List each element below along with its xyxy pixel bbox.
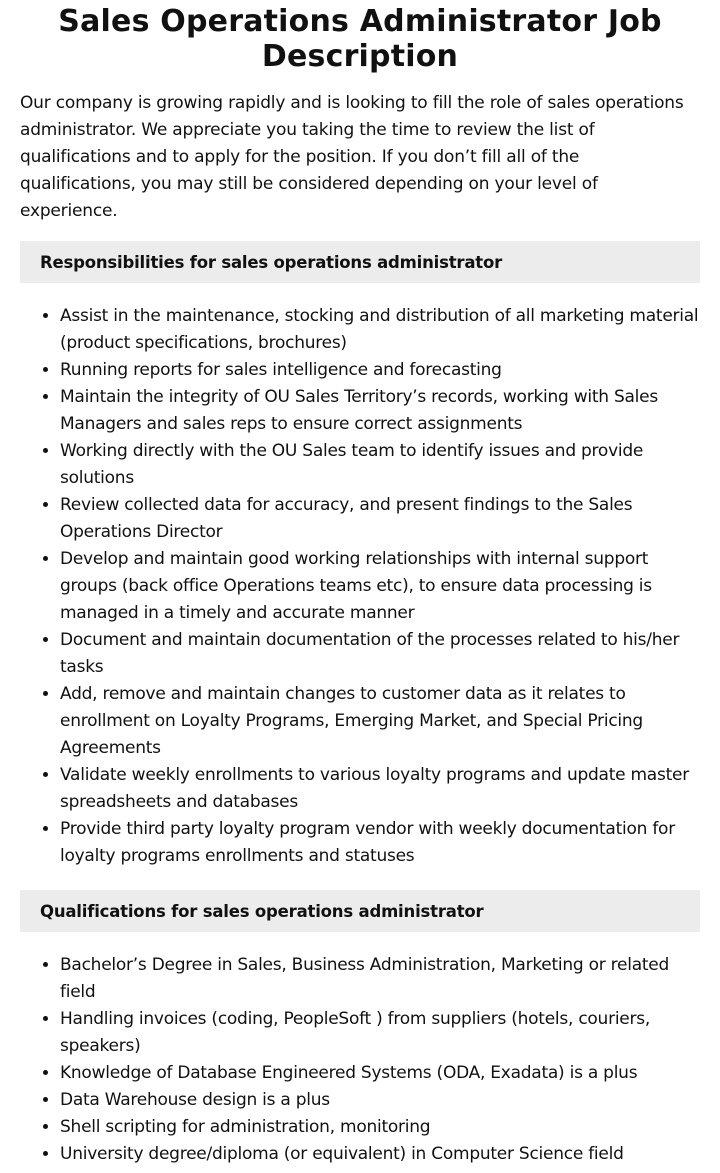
list-item: • Handling invoices (coding, PeopleSoft ) from suppliers (hotels, couriers, speakers) [60,1006,700,1060]
list-item: • Shell scripting for administration, monitoring [60,1114,700,1141]
responsibilities-heading: Responsibilities for sales operations administrator [20,241,700,283]
list-item: • Validate weekly enrollments to various loyalty programs and update master spreadsheets and databases [60,762,700,816]
list-item: • University degree/diploma (or equivalent) in Computer Science field [60,1141,700,1168]
list-item: • Assist in the maintenance, stocking and distribution of all marketing material (product specifications, brochures) [60,303,700,357]
list-item: • Document and maintain documentation of the processes related to his/her tasks [60,627,700,681]
list-item: • Review collected data for accuracy, and present findings to the Sales Operations Director [60,492,700,546]
list-item: • Bachelor’s Degree in Sales, Business Administration, Marketing or related field [60,952,700,1006]
qualifications-list [20,952,700,1168]
list-item: • Provide third party loyalty program vendor with weekly documentation for loyalty programs enrollments and statuses [60,816,700,870]
page-title: Sales Operations Administrator Job Description [58,4,662,74]
list-item: • Running reports for sales intelligence and forecasting [60,357,700,384]
list-item: • Working directly with the OU Sales team to identify issues and provide solutions [60,438,700,492]
qualifications-heading: Qualifications for sales operations administrator [20,890,700,932]
list-item: • Knowledge of Database Engineered Systems (ODA, Exadata) is a plus [60,1060,700,1087]
intro-paragraph: Our company is growing rapidly and is looking to fill the role of sales operations administrator. We appreciate you taking the time to review the list of qualifications and to apply for the position. If you don’t fill all of the qualifications, you may still be considered depending on your level of experience. [20,93,684,221]
list-item: • Develop and maintain good working relationships with internal support groups (back office Operations teams etc), to ensure data processing is managed in a timely and accurate manner [60,546,700,627]
list-item: • Add, remove and maintain changes to customer data as it relates to enrollment on Loyalty Programs, Emerging Market, and Special Pricing Agreements [60,681,700,762]
list-item: • Maintain the integrity of OU Sales Territory’s records, working with Sales Managers and sales reps to ensure correct assignments [60,384,700,438]
responsibilities-list [20,303,700,870]
list-item: • Data Warehouse design is a plus [60,1087,700,1114]
